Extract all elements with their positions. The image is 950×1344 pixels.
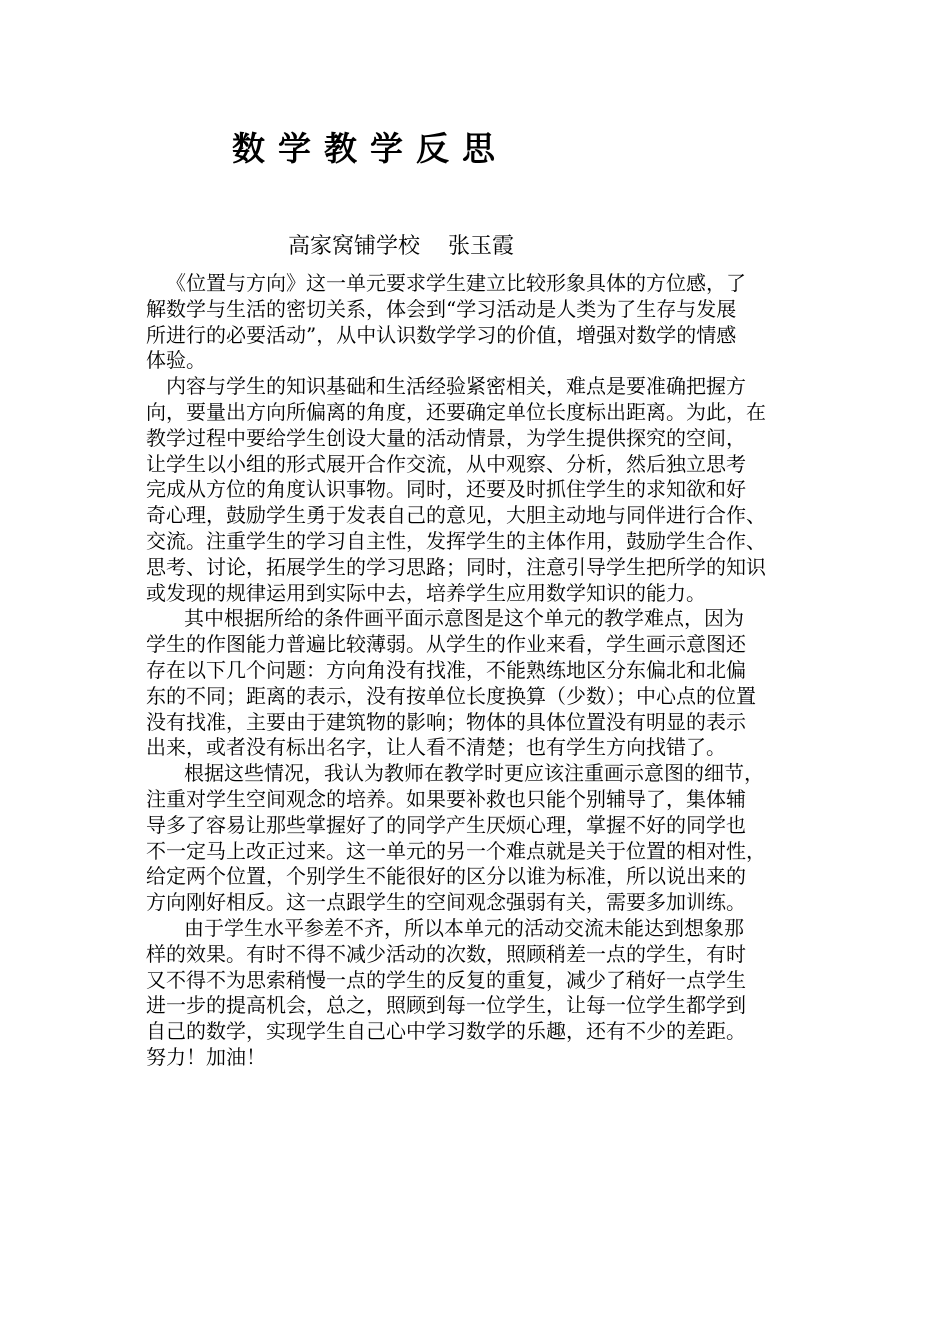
- text-line: 方向刚好相反。这一点跟学生的空间观念强弱有关，需要多加训练。: [146, 890, 746, 915]
- text-line: 体验。: [146, 348, 206, 373]
- text-line: 完成从方位的角度认识事物。同时，还要及时抓住学生的求知欲和好: [146, 477, 746, 502]
- paragraph: [146, 761, 822, 916]
- text-line: 给定两个位置，个别学生不能很好的区分以谁为标准，所以说出来的: [146, 864, 746, 889]
- text-line: 注重对学生空间观念的培养。如果要补救也只能个别辅导了，集体辅: [146, 786, 746, 811]
- paragraph: [146, 271, 822, 374]
- text-line: 没有找准，主要由于建筑物的影响；物体的具体位置没有明显的表示: [146, 709, 746, 734]
- text-line: 导多了容易让那些掌握好了的同学产生厌烦心理，掌握不好的同学也: [146, 812, 746, 837]
- author-byline: 高家窝铺学校 张玉霞: [288, 234, 514, 259]
- text-line: 自己的数学，实现学生自己心中学习数学的乐趣，还有不少的差距。: [146, 1019, 746, 1044]
- document-body: [146, 271, 822, 1071]
- text-line: 内容与学生的知识基础和生活经验紧密相关，难点是要准确把握方: [166, 374, 746, 399]
- text-line: 让学生以小组的形式展开合作交流，从中观察、分析，然后独立思考: [146, 451, 746, 476]
- text-line: 或发现的规律运用到实际中去，培养学生应用数学知识的能力。: [146, 580, 706, 605]
- paragraph: [146, 606, 822, 761]
- text-line: 根据这些情况，我认为教师在教学时更应该注重画示意图的细节，: [184, 761, 764, 786]
- text-line: 由于学生水平参差不齐，所以本单元的活动交流未能达到想象那: [184, 915, 744, 940]
- document-title: 数学教学反思: [232, 129, 508, 168]
- text-line: 解数学与生活的密切关系，体会到“学习活动是人类为了生存与发展: [146, 296, 737, 321]
- text-line: 出来，或者没有标出名字，让人看不清楚；也有学生方向找错了。: [146, 735, 726, 760]
- text-line: 交流。注重学生的学习自主性，发挥学生的主体作用，鼓励学生合作、: [146, 528, 766, 553]
- text-line: 其中根据所给的条件画平面示意图是这个单元的教学难点，因为: [184, 606, 744, 631]
- text-line: 学生的作图能力普遍比较薄弱。从学生的作业来看，学生画示意图还: [146, 632, 746, 657]
- text-line: 东的不同；距离的表示，没有按单位长度换算（少数）；中心点的位置: [146, 683, 756, 708]
- text-line: 不一定马上改正过来。这一单元的另一个难点就是关于位置的相对性，: [146, 838, 766, 863]
- text-line: 奇心理，鼓励学生勇于发表自己的意见，大胆主动地与同伴进行合作、: [146, 503, 766, 528]
- text-line: 教学过程中要给学生创设大量的活动情景，为学生提供探究的空间，: [146, 425, 746, 450]
- text-line: 努力！加油！: [146, 1044, 266, 1069]
- paragraph: [146, 374, 822, 606]
- text-line: 向，要量出方向所偏离的角度，还要确定单位长度标出距离。为此，在: [146, 399, 766, 424]
- text-line: 思考、讨论，拓展学生的学习思路；同时，注意引导学生把所学的知识: [146, 554, 766, 579]
- text-line: 又不得不为思索稍慢一点的学生的反复的重复，减少了稍好一点学生: [146, 967, 746, 992]
- text-line: 所进行的必要活动”，从中认识数学学习的价值，增强对数学的情感: [146, 322, 737, 347]
- paragraph: [146, 916, 822, 1071]
- text-line: 《位置与方向》这一单元要求学生建立比较形象具体的方位感，了: [166, 271, 746, 295]
- text-line: 样的效果。有时不得不减少活动的次数，照顾稍差一点的学生，有时: [146, 941, 746, 966]
- text-line: 进一步的提高机会，总之，照顾到每一位学生，让每一位学生都学到: [146, 993, 746, 1018]
- text-line: 存在以下几个问题：方向角没有找准，不能熟练地区分东偏北和北偏: [146, 657, 746, 682]
